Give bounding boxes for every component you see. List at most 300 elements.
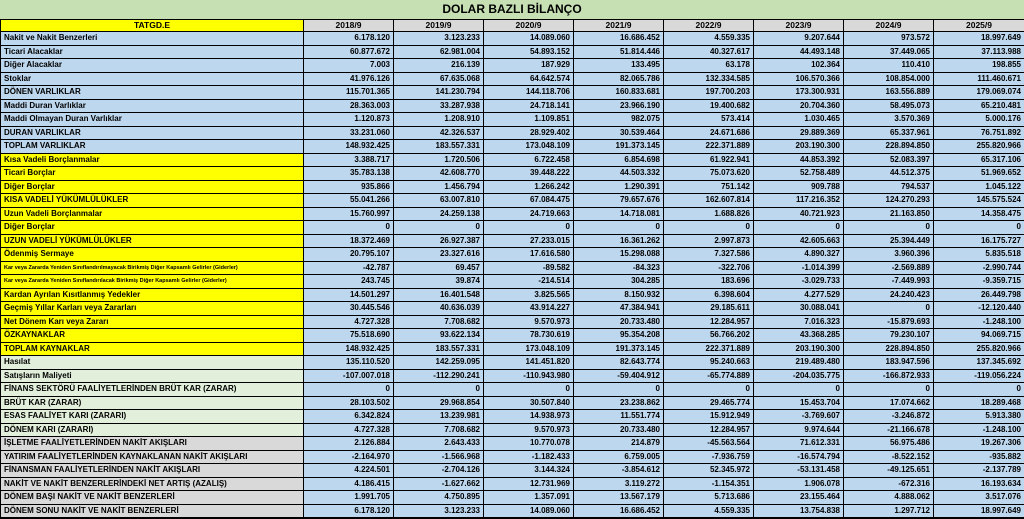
value-cell[interactable]: 4.559.335 — [664, 32, 754, 46]
row-label[interactable]: FİNANS SEKTÖRÜ FAALİYETLERİNDEN BRÜT KAR (ZARAR) — [1, 383, 304, 397]
value-cell[interactable]: 0 — [754, 383, 844, 397]
value-cell[interactable]: 52.345.972 — [664, 464, 754, 478]
value-cell[interactable]: 6.178.120 — [304, 504, 394, 518]
value-cell[interactable]: 95.240.663 — [664, 356, 754, 370]
value-cell[interactable]: 51.814.446 — [574, 45, 664, 59]
value-cell[interactable]: -42.787 — [304, 261, 394, 275]
value-cell[interactable]: 183.696 — [664, 275, 754, 289]
value-cell[interactable]: 173.048.109 — [484, 140, 574, 154]
value-cell[interactable]: 0 — [484, 383, 574, 397]
value-cell[interactable]: 75.518.690 — [304, 329, 394, 343]
value-cell[interactable]: 144.118.706 — [484, 86, 574, 100]
value-cell[interactable]: 216.139 — [394, 59, 484, 73]
value-cell[interactable]: 20.733.480 — [574, 423, 664, 437]
value-cell[interactable]: -7.936.759 — [664, 450, 754, 464]
value-cell[interactable]: 43.368.285 — [754, 329, 844, 343]
value-cell[interactable]: -3.769.607 — [754, 410, 844, 424]
value-cell[interactable]: 6.398.604 — [664, 288, 754, 302]
ticker-header[interactable]: TATGD.E — [1, 20, 304, 32]
row-label[interactable]: FİNANSMAN FAALİYETLERİNDEN NAKİT AKIŞLARI — [1, 464, 304, 478]
value-cell[interactable]: 4.750.895 — [394, 491, 484, 505]
value-cell[interactable]: -84.323 — [574, 261, 664, 275]
value-cell[interactable]: 14.938.973 — [484, 410, 574, 424]
year-header[interactable]: 2020/9 — [484, 20, 574, 32]
value-cell[interactable]: 6.342.824 — [304, 410, 394, 424]
value-cell[interactable]: 69.457 — [394, 261, 484, 275]
value-cell[interactable]: 71.612.331 — [754, 437, 844, 451]
value-cell[interactable]: 183.557.331 — [394, 140, 484, 154]
row-label[interactable]: Kardan Ayrılan Kısıtlanmış Yedekler — [1, 288, 304, 302]
row-label[interactable]: Net Dönem Karı veya Zararı — [1, 315, 304, 329]
row-label[interactable]: NAKİT VE NAKİT BENZERLERİNDEKİ NET ARTIŞ (AZALIŞ) — [1, 477, 304, 491]
value-cell[interactable]: 3.123.233 — [394, 504, 484, 518]
value-cell[interactable]: 141.230.794 — [394, 86, 484, 100]
value-cell[interactable]: 794.537 — [844, 180, 934, 194]
value-cell[interactable]: -45.563.564 — [664, 437, 754, 451]
value-cell[interactable]: 23.966.190 — [574, 99, 664, 113]
value-cell[interactable]: 76.751.892 — [934, 126, 1024, 140]
row-label[interactable]: DÖNEN VARLIKLAR — [1, 86, 304, 100]
value-cell[interactable]: 7.708.682 — [394, 423, 484, 437]
value-cell[interactable]: 4.277.529 — [754, 288, 844, 302]
value-cell[interactable]: 20.733.480 — [574, 315, 664, 329]
value-cell[interactable]: 23.238.862 — [574, 396, 664, 410]
value-cell[interactable]: 148.932.425 — [304, 342, 394, 356]
value-cell[interactable]: 30.445.546 — [304, 302, 394, 316]
row-label[interactable]: Stoklar — [1, 72, 304, 86]
value-cell[interactable]: 17.074.662 — [844, 396, 934, 410]
value-cell[interactable]: -1.627.662 — [394, 477, 484, 491]
value-cell[interactable]: 191.373.145 — [574, 342, 664, 356]
value-cell[interactable]: 162.607.814 — [664, 194, 754, 208]
value-cell[interactable]: 16.686.452 — [574, 32, 664, 46]
value-cell[interactable]: 16.175.727 — [934, 234, 1024, 248]
value-cell[interactable]: 0 — [844, 221, 934, 235]
value-cell[interactable]: -89.582 — [484, 261, 574, 275]
value-cell[interactable]: -2.990.744 — [934, 261, 1024, 275]
value-cell[interactable]: 19.400.682 — [664, 99, 754, 113]
value-cell[interactable]: 145.575.524 — [934, 194, 1024, 208]
value-cell[interactable]: 18.997.649 — [934, 504, 1024, 518]
value-cell[interactable]: 1.906.078 — [754, 477, 844, 491]
value-cell[interactable]: -65.774.889 — [664, 369, 754, 383]
value-cell[interactable]: 4.224.501 — [304, 464, 394, 478]
value-cell[interactable]: 2.126.884 — [304, 437, 394, 451]
value-cell[interactable]: 1.208.910 — [394, 113, 484, 127]
row-label[interactable]: Ticari Borçlar — [1, 167, 304, 181]
value-cell[interactable]: -15.879.693 — [844, 315, 934, 329]
value-cell[interactable]: 1.109.851 — [484, 113, 574, 127]
value-cell[interactable]: 1.290.391 — [574, 180, 664, 194]
value-cell[interactable]: -1.182.433 — [484, 450, 574, 464]
value-cell[interactable]: 1.991.705 — [304, 491, 394, 505]
row-label[interactable]: BRÜT KAR (ZARAR) — [1, 396, 304, 410]
value-cell[interactable]: 62.981.004 — [394, 45, 484, 59]
value-cell[interactable]: 7.003 — [304, 59, 394, 73]
value-cell[interactable]: 14.089.060 — [484, 504, 574, 518]
value-cell[interactable]: 751.142 — [664, 180, 754, 194]
value-cell[interactable]: 43.914.227 — [484, 302, 574, 316]
value-cell[interactable]: 106.570.366 — [754, 72, 844, 86]
value-cell[interactable]: 42.608.770 — [394, 167, 484, 181]
value-cell[interactable]: 21.163.850 — [844, 207, 934, 221]
value-cell[interactable]: 82.065.786 — [574, 72, 664, 86]
value-cell[interactable]: 29.889.369 — [754, 126, 844, 140]
value-cell[interactable]: 5.713.686 — [664, 491, 754, 505]
value-cell[interactable]: -1.014.399 — [754, 261, 844, 275]
row-label[interactable]: TOPLAM VARLIKLAR — [1, 140, 304, 154]
value-cell[interactable]: 13.754.838 — [754, 504, 844, 518]
value-cell[interactable]: 135.110.520 — [304, 356, 394, 370]
value-cell[interactable]: 42.326.537 — [394, 126, 484, 140]
value-cell[interactable]: 42.605.663 — [754, 234, 844, 248]
value-cell[interactable]: 111.460.671 — [934, 72, 1024, 86]
value-cell[interactable]: 41.976.126 — [304, 72, 394, 86]
row-label[interactable]: TOPLAM KAYNAKLAR — [1, 342, 304, 356]
value-cell[interactable]: 64.642.574 — [484, 72, 574, 86]
value-cell[interactable]: 37.113.988 — [934, 45, 1024, 59]
row-label[interactable]: Geçmiş Yıllar Karları veya Zararları — [1, 302, 304, 316]
value-cell[interactable]: 0 — [664, 221, 754, 235]
row-label[interactable]: ESAS FAALİYET KARI (ZARARI) — [1, 410, 304, 424]
value-cell[interactable]: 191.373.145 — [574, 140, 664, 154]
row-label[interactable]: Ödenmiş Sermaye — [1, 248, 304, 262]
value-cell[interactable]: -672.316 — [844, 477, 934, 491]
value-cell[interactable]: 14.358.475 — [934, 207, 1024, 221]
value-cell[interactable]: 110.410 — [844, 59, 934, 73]
value-cell[interactable]: 40.721.923 — [754, 207, 844, 221]
value-cell[interactable]: 93.622.134 — [394, 329, 484, 343]
row-label[interactable]: Diğer Borçlar — [1, 221, 304, 235]
value-cell[interactable]: -935.882 — [934, 450, 1024, 464]
value-cell[interactable]: 4.888.062 — [844, 491, 934, 505]
value-cell[interactable]: 4.890.327 — [754, 248, 844, 262]
value-cell[interactable]: -1.566.968 — [394, 450, 484, 464]
value-cell[interactable]: 54.893.152 — [484, 45, 574, 59]
value-cell[interactable]: 973.572 — [844, 32, 934, 46]
row-label[interactable]: Hasılat — [1, 356, 304, 370]
value-cell[interactable]: 203.190.300 — [754, 140, 844, 154]
value-cell[interactable]: 3.388.717 — [304, 153, 394, 167]
value-cell[interactable]: 141.451.820 — [484, 356, 574, 370]
value-cell[interactable]: 75.073.620 — [664, 167, 754, 181]
value-cell[interactable]: 24.240.423 — [844, 288, 934, 302]
value-cell[interactable]: 33.287.938 — [394, 99, 484, 113]
value-cell[interactable]: 27.233.015 — [484, 234, 574, 248]
value-cell[interactable]: -110.943.980 — [484, 369, 574, 383]
value-cell[interactable]: 173.048.109 — [484, 342, 574, 356]
value-cell[interactable]: 11.551.774 — [574, 410, 664, 424]
year-header[interactable]: 2024/9 — [844, 20, 934, 32]
value-cell[interactable]: 58.495.073 — [844, 99, 934, 113]
value-cell[interactable]: -2.569.889 — [844, 261, 934, 275]
value-cell[interactable]: 26.449.798 — [934, 288, 1024, 302]
value-cell[interactable]: 28.363.003 — [304, 99, 394, 113]
value-cell[interactable]: 228.894.850 — [844, 342, 934, 356]
value-cell[interactable]: 115.701.365 — [304, 86, 394, 100]
value-cell[interactable]: 0 — [574, 221, 664, 235]
value-cell[interactable]: 60.877.672 — [304, 45, 394, 59]
value-cell[interactable]: 33.231.060 — [304, 126, 394, 140]
value-cell[interactable]: 3.517.076 — [934, 491, 1024, 505]
value-cell[interactable]: -8.522.152 — [844, 450, 934, 464]
value-cell[interactable]: 14.089.060 — [484, 32, 574, 46]
value-cell[interactable]: -9.359.715 — [934, 275, 1024, 289]
value-cell[interactable]: 37.449.065 — [844, 45, 934, 59]
value-cell[interactable]: 0 — [754, 221, 844, 235]
value-cell[interactable]: 9.570.973 — [484, 423, 574, 437]
value-cell[interactable]: 16.401.548 — [394, 288, 484, 302]
year-header[interactable]: 2021/9 — [574, 20, 664, 32]
row-label[interactable]: Maddi Duran Varlıklar — [1, 99, 304, 113]
value-cell[interactable]: 0 — [304, 383, 394, 397]
value-cell[interactable]: 1.030.465 — [754, 113, 844, 127]
value-cell[interactable]: -16.574.794 — [754, 450, 844, 464]
value-cell[interactable]: 79.657.676 — [574, 194, 664, 208]
value-cell[interactable]: 0 — [574, 383, 664, 397]
value-cell[interactable]: 0 — [844, 383, 934, 397]
value-cell[interactable]: 51.969.652 — [934, 167, 1024, 181]
value-cell[interactable]: 55.041.266 — [304, 194, 394, 208]
value-cell[interactable]: 65.210.481 — [934, 99, 1024, 113]
value-cell[interactable]: 3.119.272 — [574, 477, 664, 491]
value-cell[interactable]: -1.248.100 — [934, 423, 1024, 437]
value-cell[interactable]: 56.975.486 — [844, 437, 934, 451]
value-cell[interactable]: 183.557.331 — [394, 342, 484, 356]
value-cell[interactable]: 79.230.107 — [844, 329, 934, 343]
value-cell[interactable]: 12.284.957 — [664, 423, 754, 437]
value-cell[interactable]: 10.770.078 — [484, 437, 574, 451]
value-cell[interactable]: -59.404.912 — [574, 369, 664, 383]
value-cell[interactable]: 102.364 — [754, 59, 844, 73]
value-cell[interactable]: 19.267.306 — [934, 437, 1024, 451]
value-cell[interactable]: 24.671.686 — [664, 126, 754, 140]
value-cell[interactable]: 219.489.480 — [754, 356, 844, 370]
row-label[interactable]: KISA VADELİ YÜKÜMLÜLÜKLER — [1, 194, 304, 208]
value-cell[interactable]: -119.056.224 — [934, 369, 1024, 383]
value-cell[interactable]: 39.874 — [394, 275, 484, 289]
value-cell[interactable]: 44.493.148 — [754, 45, 844, 59]
value-cell[interactable]: -204.035.775 — [754, 369, 844, 383]
value-cell[interactable]: 24.719.663 — [484, 207, 574, 221]
value-cell[interactable]: 183.947.596 — [844, 356, 934, 370]
value-cell[interactable]: 13.567.179 — [574, 491, 664, 505]
value-cell[interactable]: 28.103.502 — [304, 396, 394, 410]
value-cell[interactable]: 28.929.402 — [484, 126, 574, 140]
value-cell[interactable]: 44.512.375 — [844, 167, 934, 181]
value-cell[interactable]: 6.854.698 — [574, 153, 664, 167]
value-cell[interactable]: 3.144.324 — [484, 464, 574, 478]
value-cell[interactable]: 65.317.106 — [934, 153, 1024, 167]
value-cell[interactable]: 4.559.335 — [664, 504, 754, 518]
value-cell[interactable]: 222.371.889 — [664, 342, 754, 356]
value-cell[interactable]: 67.635.068 — [394, 72, 484, 86]
value-cell[interactable]: 108.854.000 — [844, 72, 934, 86]
value-cell[interactable]: 14.501.297 — [304, 288, 394, 302]
value-cell[interactable]: 82.643.774 — [574, 356, 664, 370]
value-cell[interactable]: 2.643.433 — [394, 437, 484, 451]
value-cell[interactable]: 148.932.425 — [304, 140, 394, 154]
value-cell[interactable]: 8.150.932 — [574, 288, 664, 302]
row-label[interactable]: Diğer Alacaklar — [1, 59, 304, 73]
value-cell[interactable]: 0 — [394, 221, 484, 235]
value-cell[interactable]: 142.259.095 — [394, 356, 484, 370]
value-cell[interactable]: 222.371.889 — [664, 140, 754, 154]
value-cell[interactable]: 12.731.969 — [484, 477, 574, 491]
value-cell[interactable]: 255.820.966 — [934, 140, 1024, 154]
value-cell[interactable]: 573.414 — [664, 113, 754, 127]
value-cell[interactable]: 304.285 — [574, 275, 664, 289]
value-cell[interactable]: 52.758.489 — [754, 167, 844, 181]
value-cell[interactable]: 982.075 — [574, 113, 664, 127]
value-cell[interactable]: 3.123.233 — [394, 32, 484, 46]
value-cell[interactable]: 6.178.120 — [304, 32, 394, 46]
value-cell[interactable]: 117.216.352 — [754, 194, 844, 208]
value-cell[interactable]: 1.045.122 — [934, 180, 1024, 194]
value-cell[interactable]: 15.760.997 — [304, 207, 394, 221]
value-cell[interactable]: 63.007.810 — [394, 194, 484, 208]
row-label[interactable]: DURAN VARLIKLAR — [1, 126, 304, 140]
value-cell[interactable]: 187.929 — [484, 59, 574, 73]
value-cell[interactable]: 7.016.323 — [754, 315, 844, 329]
value-cell[interactable]: 6.722.458 — [484, 153, 574, 167]
value-cell[interactable]: 228.894.850 — [844, 140, 934, 154]
value-cell[interactable]: 203.190.300 — [754, 342, 844, 356]
value-cell[interactable]: 0 — [304, 221, 394, 235]
row-label[interactable]: Kısa Vadeli Borçlanmalar — [1, 153, 304, 167]
year-header[interactable]: 2023/9 — [754, 20, 844, 32]
value-cell[interactable]: 63.178 — [664, 59, 754, 73]
value-cell[interactable]: 2.997.873 — [664, 234, 754, 248]
value-cell[interactable]: 15.298.088 — [574, 248, 664, 262]
value-cell[interactable]: 124.270.293 — [844, 194, 934, 208]
row-label[interactable]: DÖNEM SONU NAKİT VE NAKİT BENZERLERİ — [1, 504, 304, 518]
value-cell[interactable]: 16.193.634 — [934, 477, 1024, 491]
value-cell[interactable]: 35.783.138 — [304, 167, 394, 181]
row-label[interactable]: YATIRIM FAALİYETLERİNDEN KAYNAKLANAN NAKİT AKIŞLARI — [1, 450, 304, 464]
value-cell[interactable]: 25.394.449 — [844, 234, 934, 248]
value-cell[interactable]: 0 — [934, 221, 1024, 235]
value-cell[interactable]: -3.246.872 — [844, 410, 934, 424]
value-cell[interactable]: 0 — [664, 383, 754, 397]
value-cell[interactable]: 23.155.464 — [754, 491, 844, 505]
row-label[interactable]: ÖZKAYNAKLAR — [1, 329, 304, 343]
year-header[interactable]: 2022/9 — [664, 20, 754, 32]
value-cell[interactable]: 0 — [844, 302, 934, 316]
value-cell[interactable]: 40.327.617 — [664, 45, 754, 59]
value-cell[interactable]: 132.334.585 — [664, 72, 754, 86]
value-cell[interactable]: 214.879 — [574, 437, 664, 451]
value-cell[interactable]: -2.137.789 — [934, 464, 1024, 478]
value-cell[interactable]: -21.166.678 — [844, 423, 934, 437]
value-cell[interactable]: 163.556.889 — [844, 86, 934, 100]
value-cell[interactable]: 909.788 — [754, 180, 844, 194]
value-cell[interactable]: 29.968.854 — [394, 396, 484, 410]
value-cell[interactable]: 243.745 — [304, 275, 394, 289]
value-cell[interactable]: 137.345.692 — [934, 356, 1024, 370]
value-cell[interactable]: -12.120.440 — [934, 302, 1024, 316]
value-cell[interactable]: 1.720.506 — [394, 153, 484, 167]
value-cell[interactable]: 5.835.518 — [934, 248, 1024, 262]
value-cell[interactable]: 7.327.586 — [664, 248, 754, 262]
value-cell[interactable]: 30.088.041 — [754, 302, 844, 316]
value-cell[interactable]: 0 — [484, 221, 574, 235]
value-cell[interactable]: 20.704.360 — [754, 99, 844, 113]
value-cell[interactable]: 40.636.039 — [394, 302, 484, 316]
value-cell[interactable]: -2.704.126 — [394, 464, 484, 478]
value-cell[interactable]: 65.337.961 — [844, 126, 934, 140]
value-cell[interactable]: -3.029.733 — [754, 275, 844, 289]
value-cell[interactable]: 5.913.380 — [934, 410, 1024, 424]
value-cell[interactable]: 1.297.712 — [844, 504, 934, 518]
value-cell[interactable]: 255.820.966 — [934, 342, 1024, 356]
value-cell[interactable]: 24.718.141 — [484, 99, 574, 113]
value-cell[interactable]: 20.795.107 — [304, 248, 394, 262]
value-cell[interactable]: 9.570.973 — [484, 315, 574, 329]
value-cell[interactable]: 52.083.397 — [844, 153, 934, 167]
value-cell[interactable]: -1.248.100 — [934, 315, 1024, 329]
value-cell[interactable]: 47.384.941 — [574, 302, 664, 316]
value-cell[interactable]: -49.125.651 — [844, 464, 934, 478]
value-cell[interactable]: 44.503.332 — [574, 167, 664, 181]
value-cell[interactable]: 1.120.873 — [304, 113, 394, 127]
row-label[interactable]: Diğer Borçlar — [1, 180, 304, 194]
value-cell[interactable]: 1.456.794 — [394, 180, 484, 194]
year-header[interactable]: 2025/9 — [934, 20, 1024, 32]
value-cell[interactable]: 1.688.826 — [664, 207, 754, 221]
value-cell[interactable]: 7.708.682 — [394, 315, 484, 329]
value-cell[interactable]: -214.514 — [484, 275, 574, 289]
value-cell[interactable]: 133.495 — [574, 59, 664, 73]
value-cell[interactable]: 30.507.840 — [484, 396, 574, 410]
value-cell[interactable]: 44.853.392 — [754, 153, 844, 167]
row-label[interactable]: Ticari Alacaklar — [1, 45, 304, 59]
value-cell[interactable]: 16.361.262 — [574, 234, 664, 248]
value-cell[interactable]: 67.084.475 — [484, 194, 574, 208]
value-cell[interactable]: -1.154.351 — [664, 477, 754, 491]
value-cell[interactable]: 95.354.208 — [574, 329, 664, 343]
value-cell[interactable]: -3.854.612 — [574, 464, 664, 478]
value-cell[interactable]: 3.960.396 — [844, 248, 934, 262]
value-cell[interactable]: 14.718.081 — [574, 207, 664, 221]
value-cell[interactable]: 935.866 — [304, 180, 394, 194]
row-label[interactable]: UZUN VADELİ YÜKÜMLÜLÜKLER — [1, 234, 304, 248]
value-cell[interactable]: 18.289.468 — [934, 396, 1024, 410]
value-cell[interactable]: 39.448.222 — [484, 167, 574, 181]
value-cell[interactable]: 4.727.328 — [304, 315, 394, 329]
value-cell[interactable]: -166.872.933 — [844, 369, 934, 383]
value-cell[interactable]: 197.700.203 — [664, 86, 754, 100]
value-cell[interactable]: 5.000.176 — [934, 113, 1024, 127]
row-label[interactable]: Maddi Olmayan Duran Varlıklar — [1, 113, 304, 127]
value-cell[interactable]: 4.727.328 — [304, 423, 394, 437]
value-cell[interactable]: -107.007.018 — [304, 369, 394, 383]
value-cell[interactable]: 94.069.715 — [934, 329, 1024, 343]
value-cell[interactable]: 15.453.704 — [754, 396, 844, 410]
row-label[interactable]: DÖNEM KARI (ZARARI) — [1, 423, 304, 437]
value-cell[interactable]: -7.449.993 — [844, 275, 934, 289]
value-cell[interactable]: 13.239.981 — [394, 410, 484, 424]
value-cell[interactable]: 29.185.611 — [664, 302, 754, 316]
row-label[interactable]: DÖNEM BAŞI NAKİT VE NAKİT BENZERLERİ — [1, 491, 304, 505]
value-cell[interactable]: 3.825.565 — [484, 288, 574, 302]
value-cell[interactable]: 0 — [934, 383, 1024, 397]
value-cell[interactable]: 17.616.580 — [484, 248, 574, 262]
row-label[interactable]: Satışların Maliyeti — [1, 369, 304, 383]
row-label[interactable]: Kar veya Zararda Yeniden Sınıflandırılmayacak Birikmiş Diğer Kapsamlı Gelirler (Giderler) — [1, 261, 304, 275]
value-cell[interactable]: 179.069.074 — [934, 86, 1024, 100]
value-cell[interactable]: 3.570.369 — [844, 113, 934, 127]
